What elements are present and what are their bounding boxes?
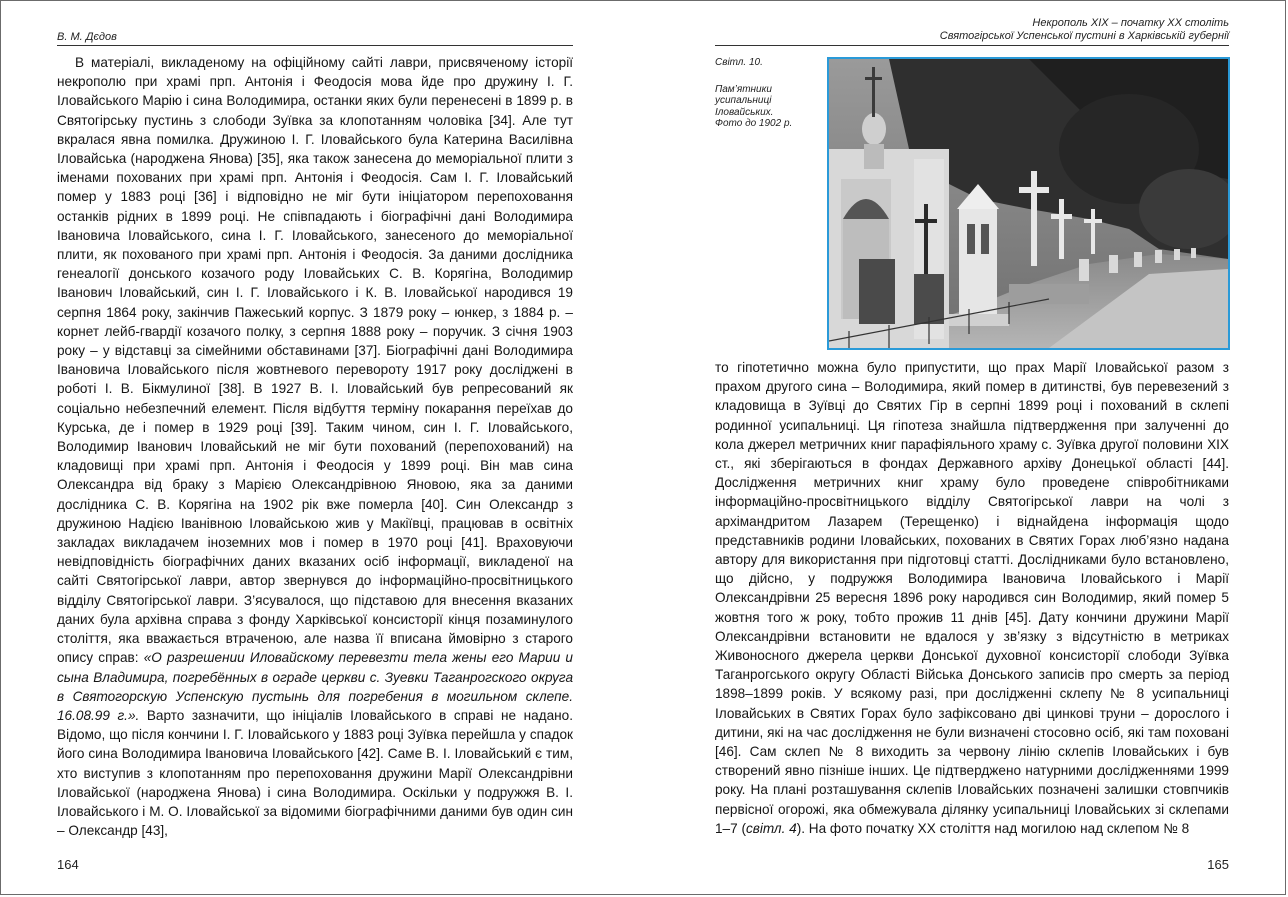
cemetery-photo [827, 57, 1230, 350]
left-paragraph-tail: Варто зазначити, що ініціалів Іловайського в справі не надано. Відомо, що після кончини І. Г. Іловайського у 1883 році Зуївка перейшла у спадок його сина Володимира Івановича Іловайського [42]. Саме В. І. Іловайський є тим, хто виступив з клопотанням про перепоховання дружини Марії Олександрівни Іловайської (народжена Янова) і сина Володимира. Оскільки у подружжя В. І. Іловайського і М. О. Іловайської за відомими біографічними даними був один син – Олександр [43], [57, 707, 573, 839]
figure-caption-text: Пам’ятники усипальниці Іловайських. Фото до 1902 р. [715, 83, 793, 129]
right-body-text [715, 358, 1229, 838]
left-page [1, 1, 645, 894]
running-head-author: В. М. Дєдов [57, 31, 573, 46]
left-paragraph [57, 53, 573, 840]
page-number-left: 164 [57, 857, 79, 872]
photo-reference: світл. 4 [745, 820, 797, 836]
right-page [645, 1, 1287, 894]
page-number-right: 165 [1207, 857, 1229, 872]
right-paragraph-head: то гіпотетично можна було припустити, що прах Марії Іловайської разом з прахом другого сина – Володимира, який помер в дитинстві, був перевезений з кладовища в Зуївці до Святих Гір в серпні 1899 році і похований в склепі родинної усипальниці. Ця гіпотеза знайшла підтвердження при залученні до кола джерел метричних книг парафіяльного храму с. Зуївка другої половини ХІХ ст., які зберігаються в фондах Державного архіву Донецької області [44]. Дослідження метричних книг храму було проведене співробітниками інформаційно-просвітницького відділу Святогірської лаври на чолі з архімандритом Лазарем (Терещенко) і віднайдена інформація щодо представників родини Іловайських, похованих в Святих Горах люб’язно надана автору для використання при підготовці статті. Дослідниками було встановлено, що дійсно, у подружжя Володимира Івановича Іловайського і Марії Олександрівни 25 вересня 1896 року народився син Володимир, який помер 5 жовтня того ж року, тобто прожив 11 днів [45]. Дату кончини дружини Марії Олександрівни встановити не вдалося у зв’язку з відсутністю в метриках Живоносного джерела церкви Донської духовної консисторії слободи Зуївка Таганрогського округу Області Війська Донського записів про смерть за період 1898–1899 років. У всякому разі, при дослідженні склепу № 8 усипальниці Іловайських в Святих Горах було зафіксовано дві цинкові труни – дорослого і дитини, які на час дослідження не були визначені стосовно осіб, які там поховані [46]. Сам склеп № 8 виходить за червону лінію склепів Іловайських і був створений явно пізніше інших. Це підтверджено натурними дослідженнями 1999 року. На плані розташування склепів Іловайських позначені залишки стовпчиків первісної огорожі, яка обмежувала ділянку усипальниці Іловайських зі склепами 1–7 ( [715, 360, 1229, 836]
left-paragraph-lead: В матеріалі, викладеному на офіційному сайті лаври, присвяченому історії некрополю при храмі прп. Антонія і Феодосія мова йде про дружину І. Г. Іловайського Марію і сина Володимира, останки яких були перенесені в 1899 р. в Святогірську пустинь з слободи Зуївка за клопотанням чоловіка [34]. Але тут вкралася явна помилка. Дружиною І. Г. Іловайського була Катерина Василівна Іловайська (народжена Янова) [35], яка також занесена до меморіальної плити з іменами похованих при храмі прп. Антонія і Феодосія. Сам І. Г. Іловайський помер у 1883 році [36] і відповідно не міг бути ініціатором перепоховання останків рідних в 1899 році. Не співпадають і біографічні дані Володимира Івановича Іловайського, сина І. Г. Іловайського, занесеного до меморіальної плити, як похованого при храмі прп. Антонія і Феодосія. За даними дослідника генеалогії донського козачого роду Іловайських С. В. Корягіна, Володимир Іванович Іловайський, син І. Г. Іловайського і К. В. Іловайської народився 19 серпня 1864 року, закінчив Пажеський корпус. З 1879 року – юнкер, з 1884 р. – корнет лейб-гвардії козачого полку, з серпня 1888 року – поручик. З січня 1903 року – у відставці за сімейними обставинами [37]. Біографічні дані Володимира Івановича Іловайського після жовтневого перевороту 1917 року досліджені в роботі І. В. Бікмулиної [38]. В 1927 В. І. Іловайський був репресований як соціально небезпечний елемент. Після відбуття терміну покарання переїхав до Курська, де і помер в 1929 році [39]. Таким чином, син І. Г. Іловайського, Володимир Іванович Іловайський не міг бути похований (перепохований) на кладовищі при храмі прп. Антонія і Феодосія у 1899 році. Він мав сина Олександра від браку з Марією Олександрівною Яновою, яка за даними дослідника С. В. Корягіна на 1902 рік вже померла [40]. Син Олександр з дружиною Надією Іванівною Іловайською жив у Макіївці, працював в освітніх закладах викладачем іноземних мов і помер в 1970 році [41]. Враховуючи невідповідність біографічних даних вказаних осіб інформації, викладеної на сайті Святогірської лаври, автор звернувся до інформаційно-просвітницького відділу Святогірської лаври. З’ясувалося, що підставою для внесення вказаних даних була архівна справа з фонду Харківської консисторії кінця позаминулого століття, яка вважається втраченою, але назва її вписана ймовірно з старого опису справ: [57, 55, 573, 666]
right-paragraph-tail: ). На фото початку ХХ століття над могилою над склепом № 8 [796, 820, 1190, 836]
cemetery-photo-illustration [829, 59, 1228, 348]
figure-label: Світл. 10. [715, 57, 763, 68]
figure-caption [715, 57, 799, 130]
running-head-title-line1: Некрополь ХІХ – початку ХХ століть [1032, 17, 1229, 29]
running-head-title-line2: Святогірської Успенської пустині в Харківській губернії [939, 30, 1229, 42]
running-head-title [715, 17, 1229, 46]
right-paragraph [715, 358, 1229, 838]
archive-case-title-quote: «О разрешении Иловайскому перевезти тела жены его Марии и сына Владимира, погребённых в ограде церкви с. Зуевки Таганрогского округа в Святогорскую Успенскую пустынь для погребения в могильном склепе. 16.08.99 г.». [57, 650, 573, 723]
left-body-text [57, 53, 573, 840]
